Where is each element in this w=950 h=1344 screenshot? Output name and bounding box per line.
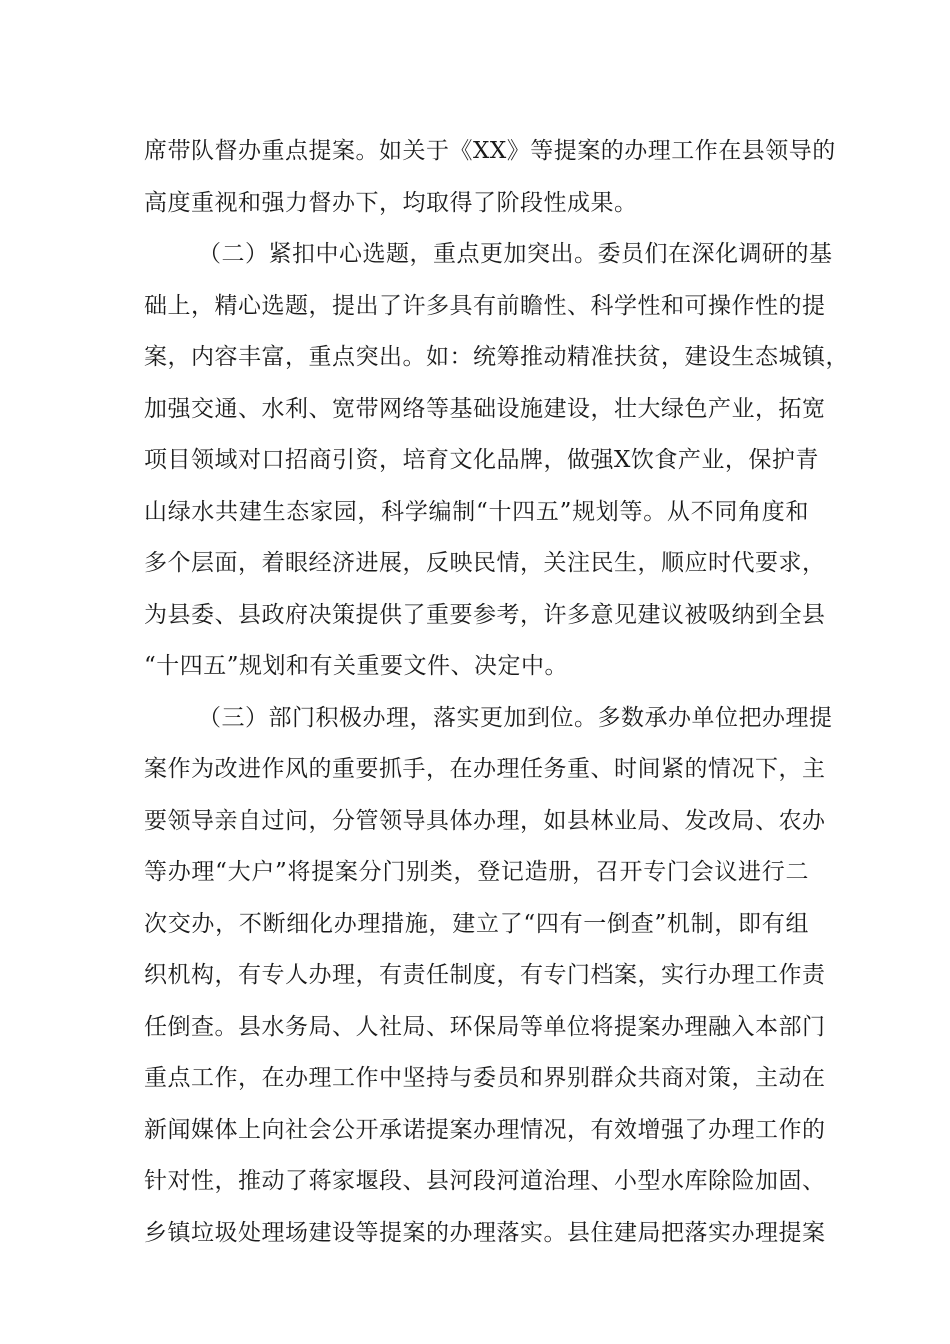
- paragraph-start-line: （二）紧扣中心选题，重点更加突出。委员们在深化调研的基: [198, 241, 833, 267]
- text-line: 新闻媒体上向社会公开承诺提案办理情况，有效增强了办理工作的: [144, 1116, 826, 1143]
- text-line: 项目领域对口招商引资，培育文化品牌，做强X饮食产业，保护青: [144, 447, 819, 473]
- text-line: 为县委、县政府决策提供了重要参考，许多意见建议被吸纳到全县: [144, 601, 826, 628]
- text-line: “十四五”规划和有关重要文件、决定中。: [144, 653, 569, 679]
- text-line: 础上，精心选题，提出了许多具有前瞻性、科学性和可操作性的提: [144, 292, 826, 319]
- text-line: 多个层面，着眼经济进展，反映民情，关注民生，顺应时代要求，: [144, 550, 826, 576]
- text-line: 山绿水共建生态家园，科学编制“十四五”规划等。从不同角度和: [144, 498, 809, 525]
- text-line: 加强交通、水利、宽带网络等基础设施建设，壮大绿色产业，拓宽: [144, 395, 826, 422]
- text-line: 次交办，不断细化办理措施，建立了“四有一倒查”机制，即有组: [144, 910, 809, 937]
- text-line: 织机构，有专人办理，有责任制度，有专门档案，实行办理工作责: [144, 962, 826, 988]
- paragraph-start-line: （三）部门积极办理，落实更加到位。多数承办单位把办理提: [198, 704, 833, 731]
- text-line: 等办理“大户”将提案分门别类，登记造册，召开专门会议进行二: [144, 859, 809, 885]
- text-line: 席带队督办重点提案。如关于《XX》等提案的办理工作在县领导的: [144, 138, 836, 164]
- text-line: 案作为改进作风的重要抓手，在办理任务重、时间紧的情况下，主: [144, 756, 826, 782]
- text-line: 案，内容丰富，重点突出。如：统筹推动精准扶贫，建设生态城镇，: [144, 344, 849, 370]
- text-line: 乡镇垃圾处理场建设等提案的办理落实。县住建局把落实办理提案: [144, 1219, 826, 1246]
- text-line: 任倒查。县水务局、人社局、环保局等单位将提案办理融入本部门: [144, 1013, 826, 1040]
- text-line: 针对性，推动了蒋家堰段、县河段河道治理、小型水库除险加固、: [144, 1168, 826, 1194]
- text-line: 要领导亲自过问，分管领导具体办理，如县林业局、发改局、农办: [144, 807, 826, 834]
- text-line: 重点工作，在办理工作中坚持与委员和界别群众共商对策，主动在: [144, 1065, 826, 1091]
- text-line: 高度重视和强力督办下，均取得了阶段性成果。: [144, 189, 638, 216]
- document-body: [144, 130, 849, 1263]
